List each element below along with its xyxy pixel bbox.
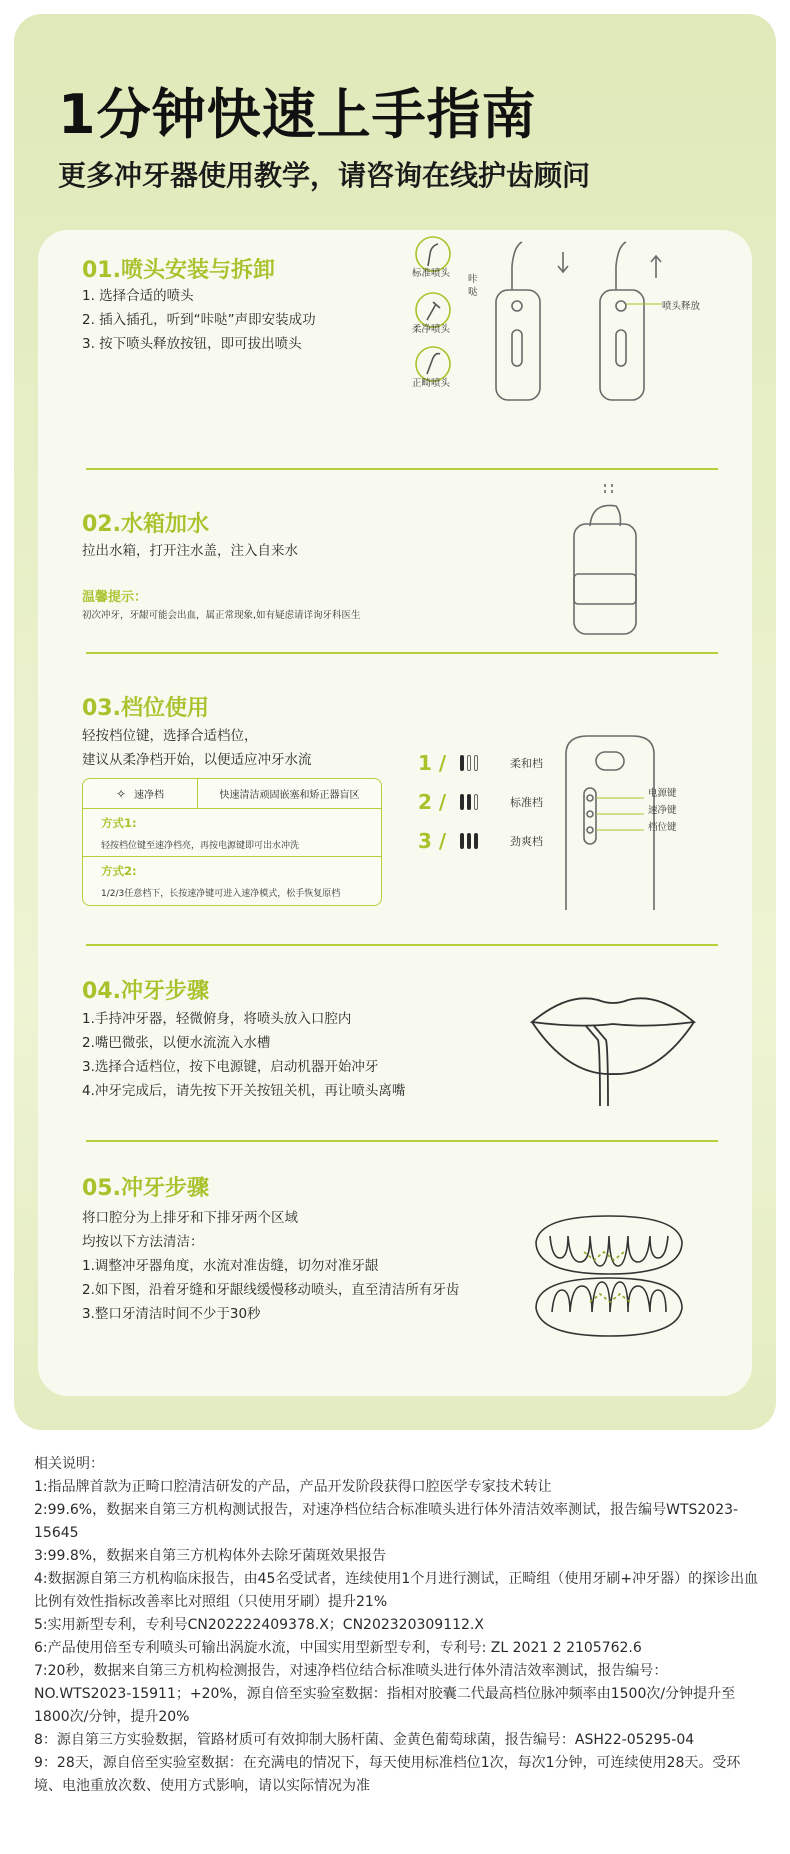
button-label: 速净键 [648,805,677,816]
method-line: 将口腔分为上排牙和下排牙两个区域 [82,1210,298,1226]
level-label: 劲爽档 [510,835,543,848]
note-item: 5:实用新型专利，专利号CN202222409378.X；CN202320309112.X [34,1617,484,1633]
section-title-nozzle: 01.喷头安装与拆卸 [82,258,275,283]
method-line: 2.如下图，沿着牙缝和牙龈线缓慢移动喷头，直至清洁所有牙齿 [82,1282,460,1298]
click-label: 咔哒 [468,274,478,298]
section-divider [86,944,718,946]
method-1 [83,809,381,856]
method-line: 3.整口牙清洁时间不少于30秒 [82,1306,261,1322]
note-item: 8：源自第三方实验数据，管路材质可有效抑制大肠杆菌、金黄色葡萄球菌，报告编号：ASH22-05295-04 [34,1732,695,1748]
step-item: 4.冲牙完成后，请先按下开关按钮关机，再让喷头离嘴 [82,1083,406,1099]
page-subtitle: 更多冲牙器使用教学，请咨询在线护齿顾问 [58,159,591,192]
nozzle-steps [82,284,316,356]
method-2-title: 方式2: [101,864,137,878]
note-item: 2:99.6%，数据来自第三方机构测试报告，对速净档位结合标准喷头进行体外清洁效率测试，报告编号WTS2023-15645 [34,1502,739,1541]
release-label: 喷头释放 [662,301,701,312]
gear-text-line: 轻按档位键，选择合适档位， [82,728,258,744]
level-label: 柔和档 [510,757,543,770]
level-number: 1 / [418,751,447,775]
note-heading: 相关说明： [34,1456,104,1472]
step-item: 2. 插入插孔，听到“咔哒”声即安装成功 [82,312,316,328]
device-buttons-illustration [560,730,660,910]
section-title-gear: 03.档位使用 [82,696,209,721]
teeth-illustration [530,1212,688,1340]
step-item: 3.选择合适档位，按下电源键，启动机器开始冲牙 [82,1059,379,1075]
section-title-tank: 02.水箱加水 [82,512,209,537]
note-item: 1:指品牌首款为正畸口腔清洁研发的产品，产品开发阶段获得口腔医学专家技术转让 [34,1479,552,1495]
nozzle-label: 正畸喷头 [412,378,451,389]
level-bars-icon [460,794,500,810]
tip-text: 初次冲牙，牙龈可能会出血，属正常现象,如有疑虑请详询牙科医生 [82,610,361,621]
tip-title: 温馨提示： [82,590,148,605]
method-1-text: 轻按档位键至速净档亮，再按电源键即可出水冲洗 [101,841,300,851]
tank-text: 拉出水箱，打开注水盖，注入自来水 [82,543,298,559]
page-title: 1分钟快速上手指南 [58,83,537,146]
note-item: 9：28天，源自倍至实验室数据：在充满电的情况下，每天使用标准档位1次，每次1分钟，可连续使用28天。受环境、电池重放次数、使用方式影响，请以实际情况为准 [34,1755,741,1794]
section-title-method: 05.冲牙步骤 [82,1176,209,1201]
level-label: 标准档 [510,796,543,809]
footnotes [34,1453,764,1798]
step-item: 3. 按下喷头释放按钮，即可拔出喷头 [82,336,302,352]
note-item: 7:20秒，数据来自第三方机构检测报告，对速净档位结合标准喷头进行体外清洁效率测试，报告编号：NO.WTS2023-15911；+20%，源自倍至实验室数据：指相对胶囊二代最高档位脉冲频率由1500次/分钟提升至1800次/分钟，提升20% [34,1663,736,1725]
section-title-steps: 04.冲牙步骤 [82,979,209,1004]
level-row [418,790,543,814]
mode-header [83,779,381,809]
method-line: 1.调整冲牙器角度，水流对准齿缝，切勿对准牙龈 [82,1258,379,1274]
mode-desc: 快速清洁顽固嵌塞和矫正器盲区 [219,790,360,801]
button-label: 电源键 [648,788,677,799]
method-1-title: 方式1: [101,816,137,830]
step-item: 1.手持冲牙器，轻微俯身，将喷头放入口腔内 [82,1011,352,1027]
level-number: 2 / [418,790,447,814]
method-line: 均按以下方法清洁： [82,1234,204,1250]
level-number: 3 / [418,829,447,853]
note-item: 6:产品使用倍至专利喷头可输出涡旋水流，中国实用型新型专利，专利号: ZL 2021 2 2105762.6 [34,1640,642,1656]
level-row [418,751,543,775]
method-2-text: 1/2/3任意档下，长按速净键可进入速净模式，松手恢复原档 [101,889,341,899]
step-item: 1. 选择合适的喷头 [82,288,194,304]
nozzle-label: 标准喷头 [412,268,451,279]
nozzle-label: 柔净喷头 [412,324,451,335]
note-item: 3:99.8%，数据来自第三方机构体外去除牙菌斑效果报告 [34,1548,387,1564]
note-item: 4:数据源自第三方机构临床报告，由45名受试者，连续使用1个月进行测试，正畸组（使用牙刷+冲牙器）的探诊出血比例有效性指标改善率比对照组（只使用牙刷）提升21% [34,1571,759,1610]
lips-illustration [528,988,698,1108]
section-divider [86,1140,718,1142]
mode-name: 速净档 [134,790,165,801]
sparkle-icon: ✧ [115,786,127,801]
section-divider [86,468,718,470]
level-row [418,829,543,853]
method-2 [83,856,381,903]
step-item: 2.嘴巴微张，以便水流流入水槽 [82,1035,271,1051]
gear-text-line: 建议从柔净档开始，以便适应冲牙水流 [82,752,312,768]
section-divider [86,652,718,654]
water-tank-illustration [560,478,650,642]
button-label: 档位键 [648,822,677,833]
mode-name-cell [83,779,198,808]
gear-text [82,724,312,772]
quick-clean-mode-box [82,778,382,906]
flossing-steps [82,1007,405,1103]
level-bars-icon [460,755,500,771]
level-bars-icon [460,833,500,849]
method-lines [82,1206,459,1326]
